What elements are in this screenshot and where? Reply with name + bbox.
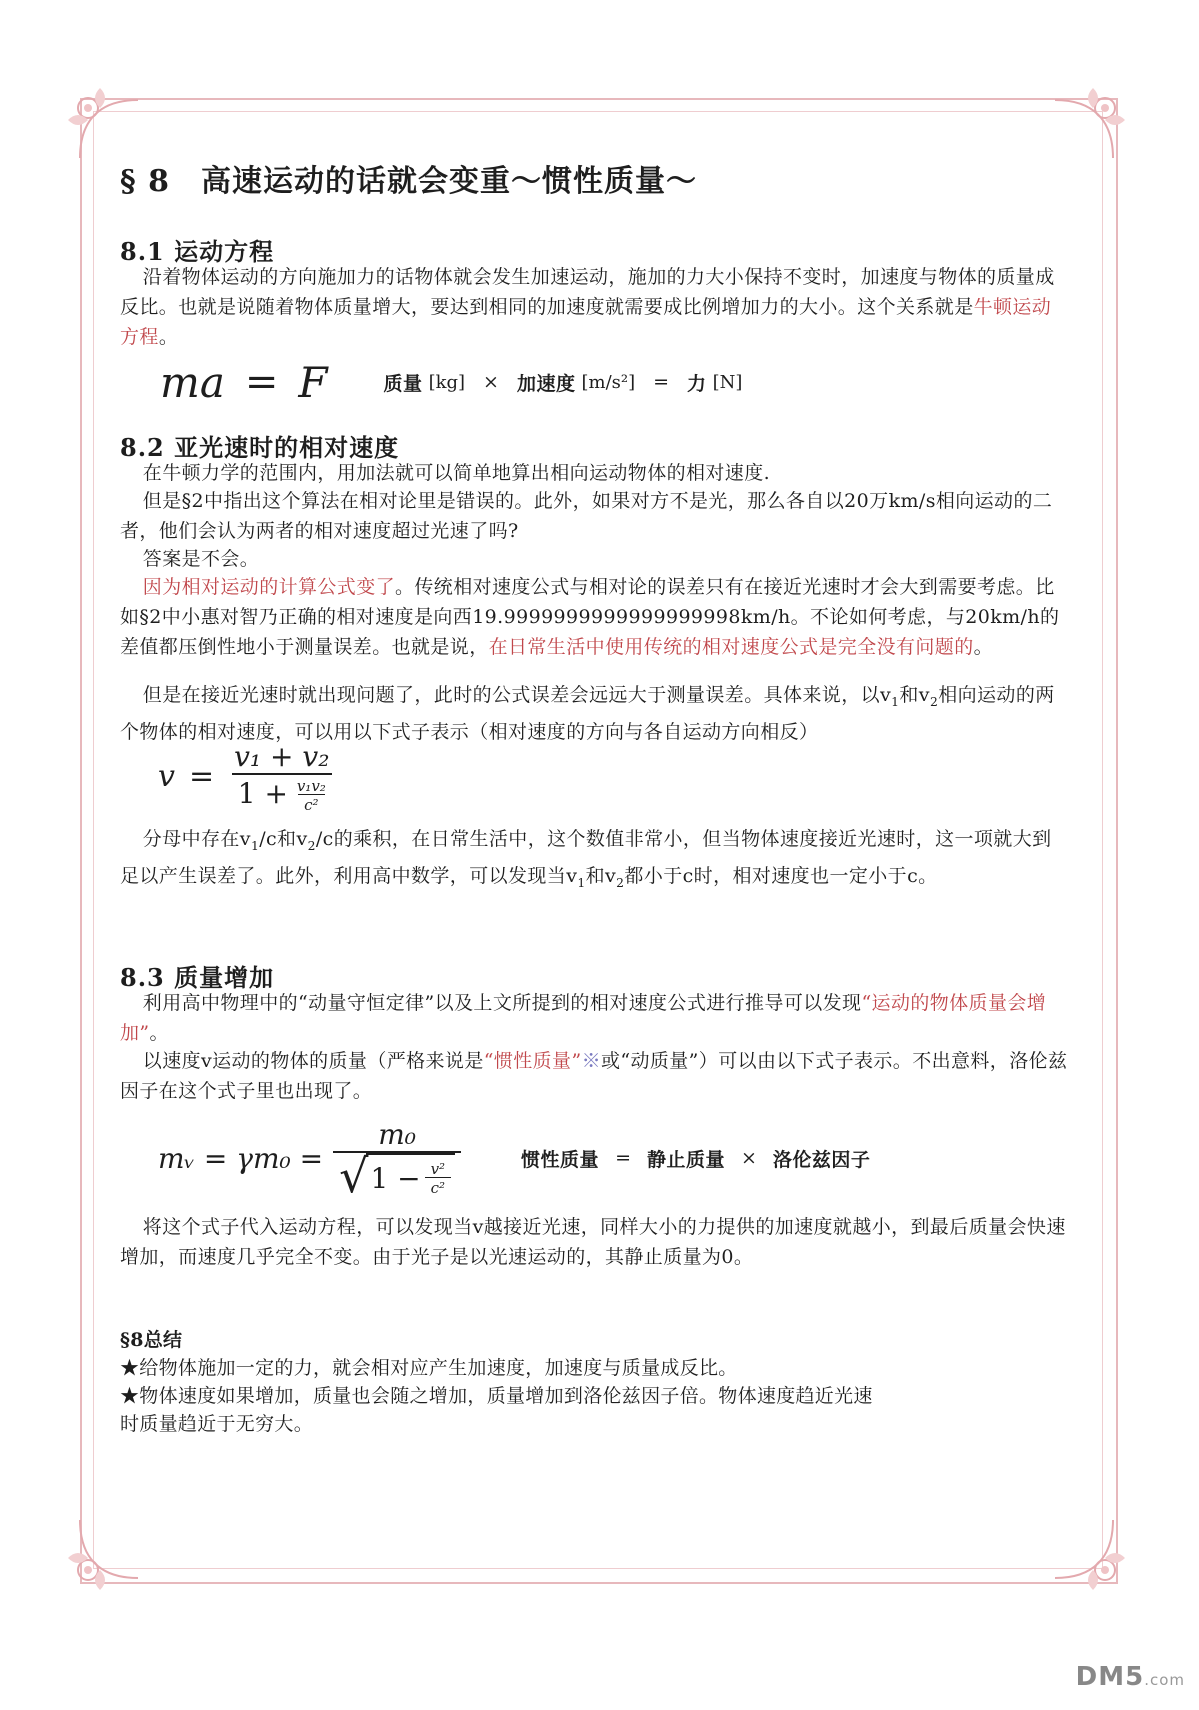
text-span: 。 [973, 636, 994, 658]
caption-force: 力 [687, 372, 707, 395]
subscript: 1 [577, 875, 586, 890]
text-span: 或“动质量”）可以由以下式子表示。不出意料，洛伦兹因子在这个式子里也出现了。 [120, 1050, 1068, 1102]
formula-denominator [232, 773, 332, 813]
equation-equals: = [244, 359, 279, 405]
radicand-denominator: c² [425, 1177, 451, 1196]
radicand-fraction [425, 1161, 451, 1196]
summary-title: §8总结 [120, 1329, 183, 1351]
formula-small-denominator: c² [298, 794, 324, 813]
radicand [366, 1153, 455, 1199]
caption-acceleration: 加速度 [516, 372, 576, 395]
caption-mass: 质量 [383, 372, 423, 395]
formula-fraction [333, 1117, 461, 1203]
caption-times: × [741, 1147, 757, 1169]
paragraph-8-3-3: 将这个式子代入运动方程，可以发现当v越接近光速，同样大小的力提供的加速度就越小，到最后质量会快速增加，而速度几乎完全不变。由于光子是以光速运动的，其静止质量为0。 [120, 1216, 1066, 1268]
formula-small-numerator: v₁v₂ [296, 776, 326, 795]
caption-equals: = [615, 1147, 631, 1169]
caption-lorentz-factor: 洛伦兹因子 [772, 1148, 871, 1171]
text-span: 相向运动的两个物体的相对速度，可以用以下式子表示（相对速度的方向与各自运动方向相反） [120, 684, 1055, 743]
caption-inertial-mass: 惯性质量 [521, 1148, 600, 1171]
paragraph-8-1 [120, 262, 1070, 352]
watermark-brand: DM5 [1075, 1662, 1145, 1692]
radical-sign-icon: √ [339, 1148, 369, 1203]
summary-item-1: ★给物体施加一定的力，就会相对应产生加速度，加速度与质量成反比。 [120, 1357, 738, 1379]
text-span: 沿着物体运动的方向施加力的话物体就会发生加速运动，施加的力大小保持不变时，加速度与物体的质量成反比。也就是说随着物体质量增大，要达到相同的加速度就需要成比例增加力的大小。这个关系就是 [120, 266, 1055, 318]
summary-item-2: ★物体速度如果增加，质量也会随之增加，质量增加到洛伦兹因子倍。物体速度趋近光速 [120, 1385, 873, 1407]
footnote-mark: ※ [581, 1050, 601, 1072]
equation-rhs: F [298, 357, 328, 407]
text-span: /c的乘积，在日常生活中，这个数值非常小，但当物体速度接近光速时，这一项就大到足以产生误差了。此外，利用高中数学，可以发现当v [120, 828, 1052, 887]
paragraph-8-2-4 [120, 572, 1070, 662]
square-root [339, 1148, 455, 1203]
highlight-text: 牛顿运动方程 [120, 296, 1052, 348]
text-span: 利用高中物理中的“动量守恒定律”以及上文所提到的相对速度公式进行推导可以发现 [142, 992, 862, 1014]
radicand-numerator: v² [430, 1160, 446, 1178]
formula-denominator [333, 1148, 461, 1203]
highlight-text: “惯性质量” [483, 1050, 582, 1072]
subscript: 2 [929, 694, 939, 709]
formula-v: v [158, 758, 175, 794]
subscript: 1 [891, 694, 900, 709]
highlight-text: “运动的物体质量会增加” [120, 992, 1047, 1044]
paragraph-8-2-2: 但是§2中指出这个算法在相对论里是错误的。此外，如果对方不是光，那么各自以20万km/s相向运动的二者，他们会认为两者的相对速度超过光速了吗? [120, 490, 1053, 542]
equation-lhs: ma [160, 357, 225, 407]
text-span: 都小于c时，相对速度也一定小于c。 [624, 864, 938, 887]
text-span: 但是在接近光速时就出现问题了，此时的公式误差会远远大于测量误差。具体来说，以v [142, 684, 892, 706]
section-title-8-2: 8.2 亚光速时的相对速度 [120, 433, 400, 462]
text-span: 以速度v运动的物体的质量（严格来说是 [142, 1050, 484, 1072]
paragraph-8-3-2 [120, 1046, 1070, 1106]
formula-den-one: 1 + [237, 776, 288, 810]
paragraph-8-2-1: 在牛顿力学的范围内，用加法就可以简单地算出相向运动物体的相对速度. [142, 462, 771, 484]
highlight-text: 因为相对运动的计算公式变了 [142, 576, 395, 598]
caption-rest-mass: 静止质量 [646, 1148, 725, 1171]
paragraph-8-2-3: 答案是不会。 [142, 548, 260, 570]
summary-item-2-cont: 时质量趋近于无穷大。 [120, 1413, 314, 1435]
section-title-8-3: 8.3 质量增加 [120, 963, 275, 992]
highlight-text: 在日常生活中使用传统的相对速度公式是完全没有问题的 [488, 636, 974, 658]
subscript: 2 [307, 838, 316, 853]
formula-lhs: mᵥ = γm₀ = [158, 1141, 324, 1175]
caption-mass-unit: [kg] [428, 371, 466, 393]
caption-acceleration-unit: [m/s²] [581, 371, 636, 393]
subscript: 2 [616, 875, 625, 890]
paragraph-8-2-6 [120, 824, 1070, 898]
section-title-8-1: 8.1 运动方程 [120, 237, 275, 266]
formula-numerator: v₁ + v₂ [234, 739, 330, 773]
newton-equation-row [160, 352, 1110, 412]
text-span: 和v [585, 864, 617, 887]
caption-equals: = [653, 371, 670, 393]
watermark-suffix: .com [1144, 1671, 1185, 1689]
caption-times: × [483, 371, 499, 393]
text-span: 。 [149, 1022, 169, 1044]
text-span: /c和v [259, 828, 308, 850]
text-span: 和v [899, 684, 930, 706]
text-span: 。传统相对速度公式与相对论的误差只有在接近光速时才会大到需要考虑。比如§2中小惠对智乃正确的相对速度是向西19.9999999999999999998km/h。不论如何考虑，与20km/h的差值都压倒性地小于测量误差。也就是说， [120, 576, 1060, 658]
inertial-mass-formula [158, 1108, 1108, 1208]
formula-small-fraction [297, 778, 326, 813]
formula-fraction [228, 740, 335, 813]
paragraph-8-3-1 [120, 988, 1070, 1048]
radicand-one: 1 − [370, 1162, 421, 1195]
text-span: 分母中存在v [142, 828, 251, 850]
page-content [120, 140, 1070, 1560]
text-span: 。 [158, 326, 179, 348]
formula-numerator: m₀ [378, 1117, 416, 1151]
subscript: 1 [250, 838, 260, 853]
formula-equals: = [188, 758, 215, 794]
relative-velocity-formula [158, 736, 1108, 816]
chapter-title: § 8 高速运动的话就会变重～惯性质量～ [120, 164, 698, 199]
watermark-logo [1076, 1662, 1185, 1692]
caption-force-unit: [N] [712, 371, 743, 393]
